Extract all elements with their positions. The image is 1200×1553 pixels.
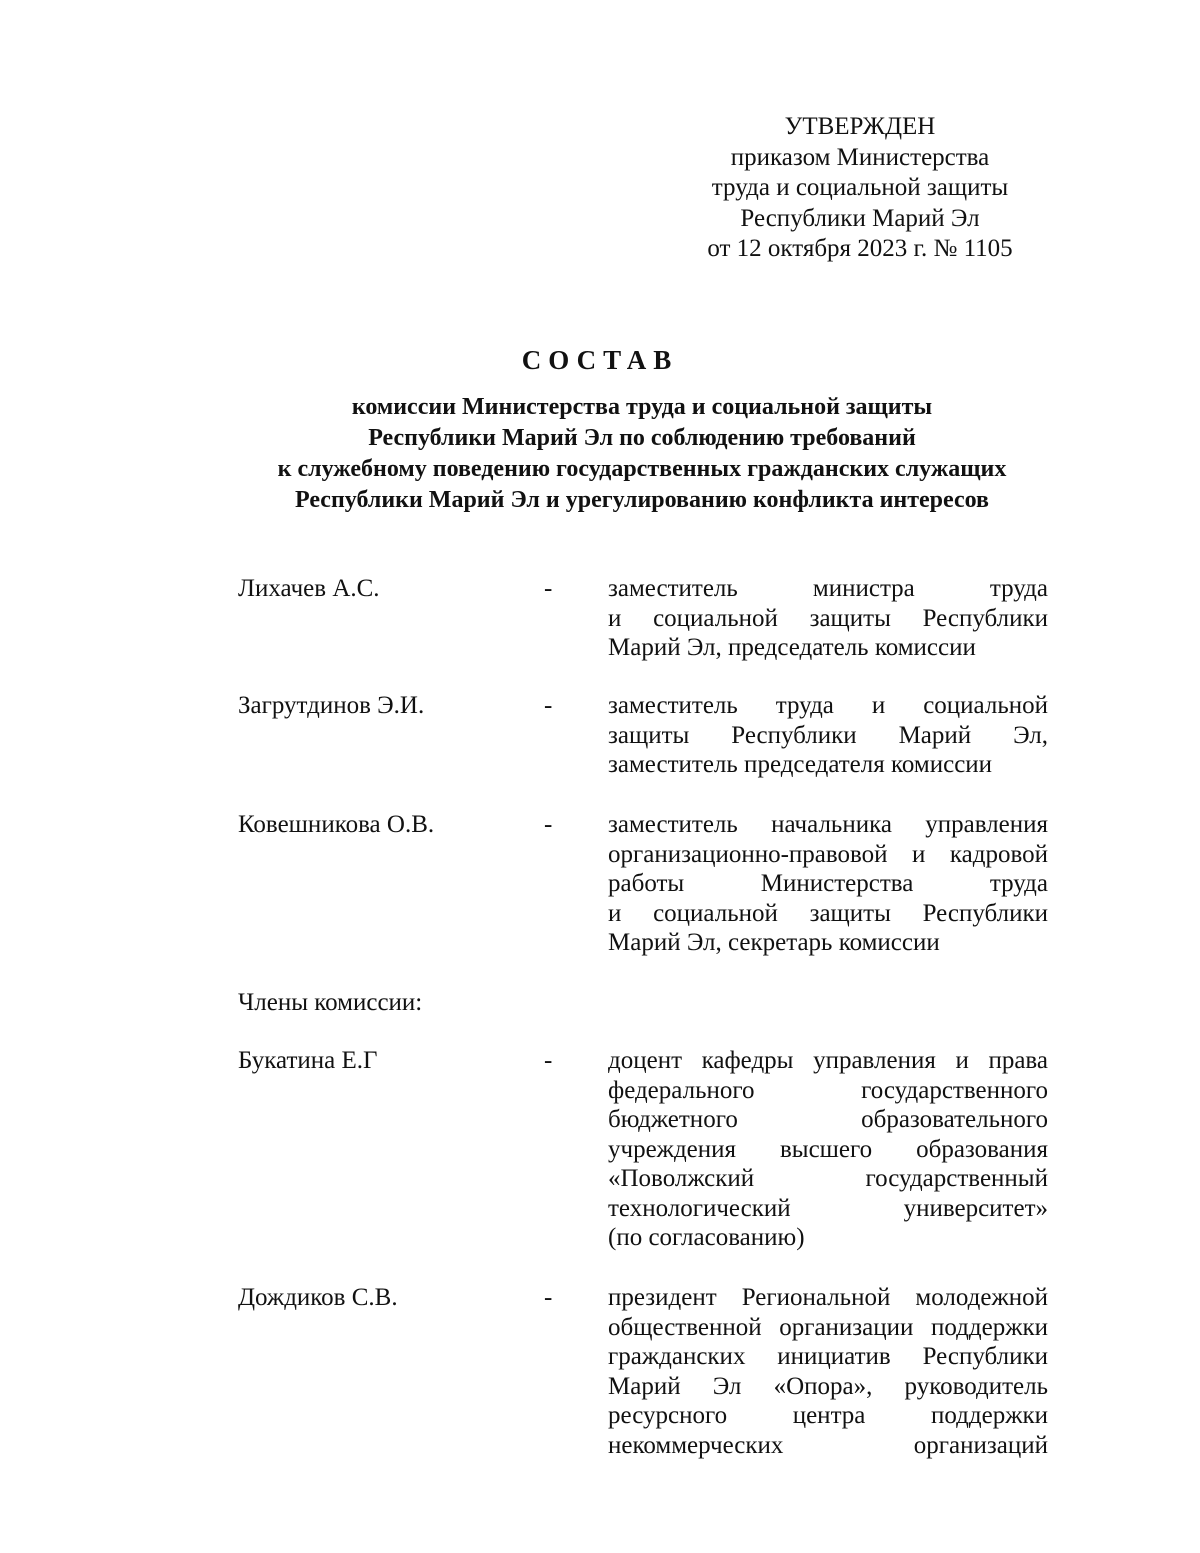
subtitle-line: Республики Марий Эл и урегулированию конфликта интересов [295, 487, 989, 513]
position-line: заместитель труда и социальной [608, 692, 1048, 719]
position-line: ресурсного центра поддержки [608, 1402, 1048, 1429]
position-line: (по согласованию) [608, 1224, 805, 1251]
subtitle-line: Республики Марий Эл по соблюдению требований [368, 425, 916, 451]
position-line: заместитель министра труда [608, 575, 1048, 602]
member-name: Ковешникова О.В. [238, 811, 435, 838]
approval-line: приказом Министерства [730, 143, 990, 171]
position-line: технологический университет» [608, 1194, 1048, 1222]
position-line: «Поволжский государственный [608, 1165, 1048, 1192]
document-subtitle [0, 392, 1200, 516]
position-line: работы Министерства труда [608, 870, 1048, 897]
position-line: некоммерческих организаций [608, 1431, 1048, 1459]
position-line: гражданских инициатив Республики [608, 1343, 1048, 1370]
member-name: Лихачев А.С. [238, 575, 380, 602]
member-dash: - [544, 1047, 553, 1074]
approval-line: Республики Марий Эл [740, 204, 980, 232]
position-line: защиты Республики Марий Эл, [608, 721, 1048, 749]
position-line: общественной организации поддержки [608, 1313, 1048, 1341]
member-position [608, 1046, 1048, 1253]
position-line: бюджетного образовательного [608, 1106, 1048, 1133]
member-name: Букатина Е.Г [238, 1047, 378, 1074]
position-line: заместитель начальника управления [608, 811, 1048, 838]
position-line: организационно-правовой и кадровой [608, 840, 1048, 868]
approval-block [640, 112, 1080, 265]
position-line: заместитель председателя комиссии [608, 751, 993, 778]
position-line: доцент кафедры управления и права [608, 1047, 1048, 1074]
position-line: Марий Эл, секретарь комиссии [608, 929, 940, 956]
member-name: Дождиков С.В. [238, 1284, 398, 1311]
approval-line: труда и социальной защиты [711, 174, 1009, 201]
members-section-label: Члены комиссии: [238, 989, 423, 1016]
document-title: СОСТАВ [521, 345, 679, 375]
subtitle-line: к служебному поведению государственных гражданских служащих [277, 456, 1007, 482]
position-line: Марий Эл, председатель комиссии [608, 634, 976, 661]
position-line: федерального государственного [608, 1076, 1048, 1104]
member-dash: - [544, 1284, 553, 1311]
member-dash: - [544, 575, 553, 602]
member-dash: - [544, 692, 553, 719]
member-position [608, 1283, 1048, 1460]
member-name: Загрутдинов Э.И. [238, 692, 425, 719]
member-dash: - [544, 811, 553, 838]
member-position [608, 574, 1048, 663]
member-position [608, 691, 1048, 780]
position-line: Марий Эл «Опора», руководитель [608, 1372, 1048, 1400]
position-line: и социальной защиты Республики [608, 899, 1048, 927]
approval-line: УТВЕРЖДЕН [784, 113, 936, 140]
position-line: президент Региональной молодежной [608, 1284, 1048, 1311]
approval-line: от 12 октября 2023 г. № 1105 [707, 235, 1013, 262]
position-line: учреждения высшего образования [608, 1135, 1048, 1163]
subtitle-line: комиссии Министерства труда и социальной защиты [351, 394, 933, 420]
position-line: и социальной защиты Республики [608, 604, 1048, 632]
member-position [608, 810, 1048, 958]
